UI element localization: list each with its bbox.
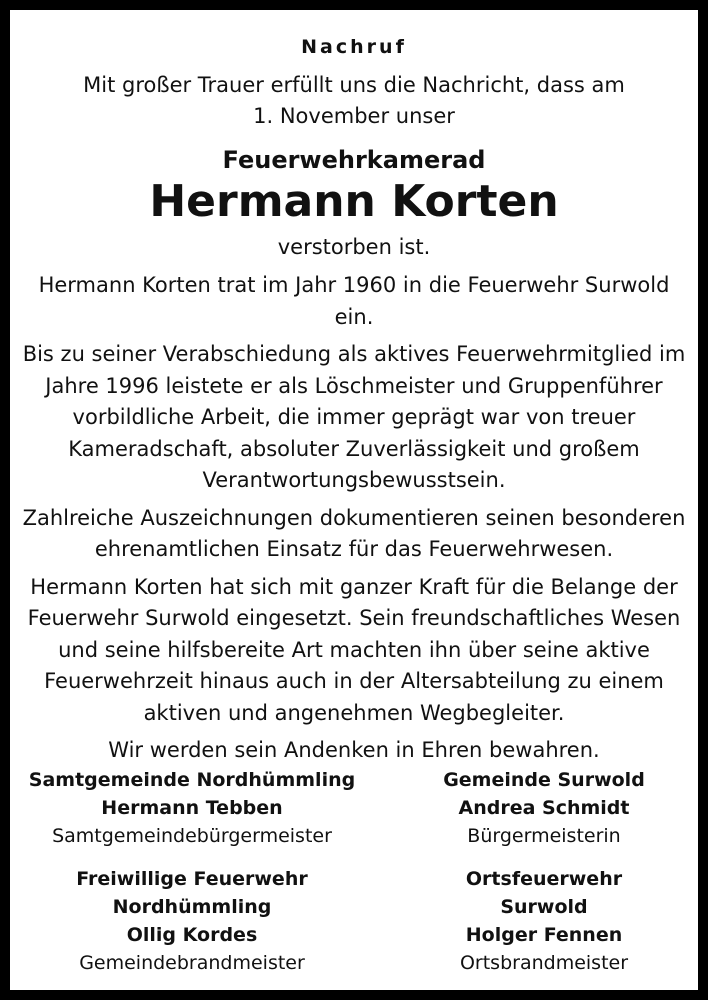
signature-org: Surwold xyxy=(500,896,588,918)
paragraph-line: aktiven und angenehmen Wegbegleiter. xyxy=(143,700,565,725)
paragraph-line: Hermann Korten hat sich mit ganzer Kraft für die Belange der xyxy=(30,574,678,599)
signature-title: Ortsbrandmeister xyxy=(459,952,629,974)
intro-line: 1. November unser xyxy=(253,104,455,128)
paragraph-line: Feuerwehrzeit hinaus auch in der Altersabteilung zu einem xyxy=(44,669,664,693)
paragraph xyxy=(18,572,690,730)
signature-title: Samtgemeindebürgermeister xyxy=(52,825,332,847)
paragraph-line: Bis zu seiner Verabschiedung als aktives Feuerwehrmitglied im xyxy=(22,342,686,366)
paragraph-line: Jahre 1996 leistete er als Löschmeister und Gruppenführer xyxy=(45,373,663,398)
signature-title: Bürgermeisterin xyxy=(467,825,621,847)
signature-samtgemeinde xyxy=(22,766,362,850)
paragraph-line: ehrenamtlichen Einsatz für das Feuerwehrwesen. xyxy=(94,537,614,561)
intro-line: Mit großer Trauer erfüllt uns die Nachricht, dass am xyxy=(83,73,625,97)
after-name-text: verstorben ist. xyxy=(277,235,431,259)
signature-row xyxy=(10,766,698,850)
signature-org: Ortsfeuerwehr xyxy=(465,868,623,890)
paragraph xyxy=(18,339,690,497)
paragraph-line: vorbildliche Arbeit, die immer geprägt war von treuer xyxy=(72,405,636,429)
paragraph-line: Hermann Korten trat im Jahr 1960 in die Feuerwehr Surwold ein. xyxy=(38,273,670,329)
paragraph-line: Zahlreiche Auszeichnungen dokumentieren seinen besonderen xyxy=(22,505,686,530)
signature-ortsfeuerwehr xyxy=(394,865,694,977)
paragraph-line: Verantwortungsbewusstsein. xyxy=(202,468,506,492)
signature-person: Andrea Schmidt xyxy=(458,797,630,819)
paragraph-line: Kameradschaft, absoluter Zuverlässigkeit und großem xyxy=(68,436,640,461)
signature-row xyxy=(10,865,698,977)
paragraph-line: Feuerwehr Surwold eingesetzt. Sein freundschaftliches Wesen xyxy=(27,606,681,630)
signature-person: Hermann Tebben xyxy=(101,797,283,819)
paragraph xyxy=(18,270,690,333)
signature-freiwillige-feuerwehr xyxy=(22,865,362,977)
signature-org: Nordhümmling xyxy=(112,896,272,918)
paragraph-line: und seine hilfsbereite Art machten ihn über seine aktive xyxy=(58,637,650,662)
paragraph xyxy=(18,503,690,566)
obituary-body xyxy=(10,270,698,729)
signature-title: Gemeindebrandmeister xyxy=(79,952,305,974)
intro-text xyxy=(10,70,698,132)
signature-gemeinde xyxy=(394,766,694,850)
notice-heading: Nachruf xyxy=(301,36,407,58)
signature-person: Holger Fennen xyxy=(465,924,623,946)
obituary-notice xyxy=(10,10,698,990)
signature-person: Ollig Kordes xyxy=(126,924,258,946)
closing-line: Wir werden sein Andenken in Ehren bewahren. xyxy=(108,738,600,762)
signature-org: Samtgemeinde Nordhümmling xyxy=(28,769,356,791)
signature-org: Gemeinde Surwold xyxy=(443,769,645,791)
deceased-name: Hermann Korten xyxy=(149,176,559,227)
signatures xyxy=(10,766,698,990)
signature-org: Freiwillige Feuerwehr xyxy=(76,868,308,890)
deceased-role: Feuerwehrkamerad xyxy=(222,146,486,174)
